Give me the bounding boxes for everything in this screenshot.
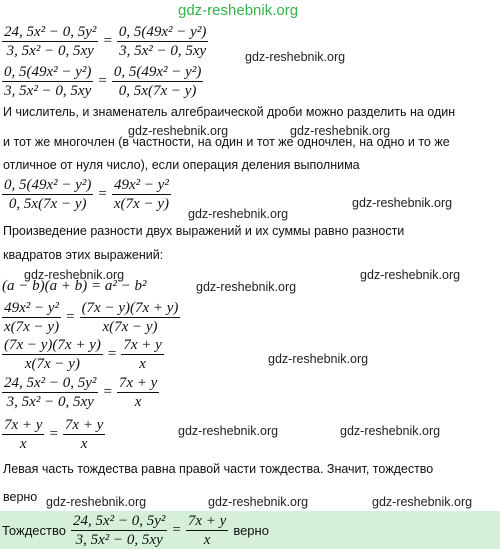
watermark: gdz-reshebnik.org <box>360 268 461 282</box>
numerator: 49x² − y² <box>113 177 169 193</box>
numerator: 24, 5x² − 0, 5y² <box>4 375 97 391</box>
equals-sign: = <box>103 384 112 400</box>
watermark: gdz-reshebnik.org <box>372 495 473 509</box>
numerator: 0, 5(49x² − y²) <box>4 64 92 80</box>
watermark: gdz-reshebnik.org <box>196 280 297 294</box>
watermark: gdz-reshebnik.org <box>290 124 391 138</box>
fraction <box>2 337 103 372</box>
equation-4 <box>2 300 180 335</box>
denominator: 3, 5x² − 0, 5xy <box>119 43 207 59</box>
fraction <box>2 417 44 452</box>
equals-sign: = <box>66 309 75 325</box>
denominator: x <box>203 532 211 548</box>
equals-sign: = <box>172 522 181 538</box>
paragraph-line: квадратов этих выражений: <box>3 248 164 262</box>
watermark: gdz-reshebnik.org <box>188 207 289 221</box>
fraction <box>80 300 181 335</box>
numerator: 24, 5x² − 0, 5y² <box>4 24 97 40</box>
fraction <box>2 300 61 335</box>
watermark: gdz-reshebnik.org <box>268 352 369 366</box>
watermark: gdz-reshebnik.org <box>245 50 346 64</box>
numerator: (7x − y)(7x + y) <box>4 337 101 353</box>
watermark: gdz-reshebnik.org <box>208 495 309 509</box>
numerator: 7x + y <box>64 417 104 433</box>
fraction <box>2 375 98 410</box>
watermark-top: gdz-reshebnik.org <box>178 2 299 19</box>
denominator: x(7x − y) <box>4 319 60 335</box>
fraction <box>71 513 167 548</box>
denominator: 0, 5x(7x − y) <box>118 83 197 99</box>
denominator: x <box>139 356 146 372</box>
equation-7 <box>2 417 105 452</box>
numerator: (7x − y)(7x + y) <box>81 300 179 316</box>
numerator: 0, 5(49x² − y²) <box>118 24 207 40</box>
identity-formula <box>2 278 146 295</box>
denominator: 3, 5x² − 0, 5xy <box>6 43 94 59</box>
watermark: gdz-reshebnik.org <box>46 495 147 509</box>
denominator: 0, 5x(7x − y) <box>8 196 87 212</box>
numerator: 0, 5(49x² − y²) <box>4 177 92 193</box>
fraction <box>2 64 93 99</box>
numerator: 7x + y <box>187 513 227 529</box>
numerator: 7x + y <box>118 375 158 391</box>
numerator: 0, 5(49x² − y²) <box>113 64 202 80</box>
fraction <box>2 177 93 212</box>
equals-sign: = <box>98 186 107 202</box>
denominator: 3, 5x² − 0, 5xy <box>4 83 92 99</box>
watermark: gdz-reshebnik.org <box>128 124 229 138</box>
equation-1 <box>2 24 208 59</box>
denominator: 3, 5x² − 0, 5xy <box>6 394 94 410</box>
denominator: x(7x − y) <box>113 196 169 212</box>
denominator: x <box>80 436 88 452</box>
equals-sign: = <box>49 426 58 442</box>
equation-5 <box>2 337 164 372</box>
numerator: 49x² − y² <box>4 300 60 316</box>
paragraph-line: верно <box>3 490 38 504</box>
answer-band <box>0 511 500 549</box>
paragraph-line: и тот же многочлен (в частности, на один и тот же одночлен, на одно и то же <box>3 135 450 149</box>
identity-text: (a − b)(a + b) = a² − b² <box>2 278 147 294</box>
equals-sign: = <box>107 346 117 362</box>
fraction <box>186 513 228 548</box>
answer-formula <box>2 513 269 548</box>
equation-6 <box>2 375 159 410</box>
denominator: 3, 5x² − 0, 5xy <box>75 532 163 548</box>
answer-prefix: Тождество <box>2 523 66 538</box>
fraction <box>112 64 203 99</box>
paragraph-line: Левая часть тождества равна правой части тождества. Значит, тождество <box>3 462 434 476</box>
watermark: gdz-reshebnik.org <box>24 268 125 282</box>
paragraph-line: И числитель, и знаменатель алгебраической дроби можно разделить на один <box>3 105 456 119</box>
fraction <box>2 24 98 59</box>
fraction <box>121 337 163 372</box>
denominator: x(7x − y) <box>102 319 158 335</box>
paragraph-line: Произведение разности двух выражений и их суммы равно разности <box>3 224 405 238</box>
denominator: x <box>19 436 27 452</box>
watermark: gdz-reshebnik.org <box>340 424 441 438</box>
equals-sign: = <box>103 33 112 49</box>
watermark: gdz-reshebnik.org <box>178 424 279 438</box>
numerator: 7x + y <box>123 337 162 353</box>
watermark: gdz-reshebnik.org <box>352 196 453 210</box>
fraction <box>117 375 159 410</box>
equation-3 <box>2 177 171 212</box>
numerator: 24, 5x² − 0, 5y² <box>72 513 166 529</box>
equals-sign: = <box>98 73 107 89</box>
fraction <box>63 417 105 452</box>
numerator: 7x + y <box>4 417 43 433</box>
fraction <box>117 24 208 59</box>
denominator: x <box>134 394 142 410</box>
denominator: x(7x − y) <box>24 356 80 372</box>
paragraph-line: отличное от нуля число), если операция деления выполнима <box>3 158 360 172</box>
fraction <box>112 177 171 212</box>
answer-suffix: верно <box>233 523 269 538</box>
equation-2 <box>2 64 203 99</box>
